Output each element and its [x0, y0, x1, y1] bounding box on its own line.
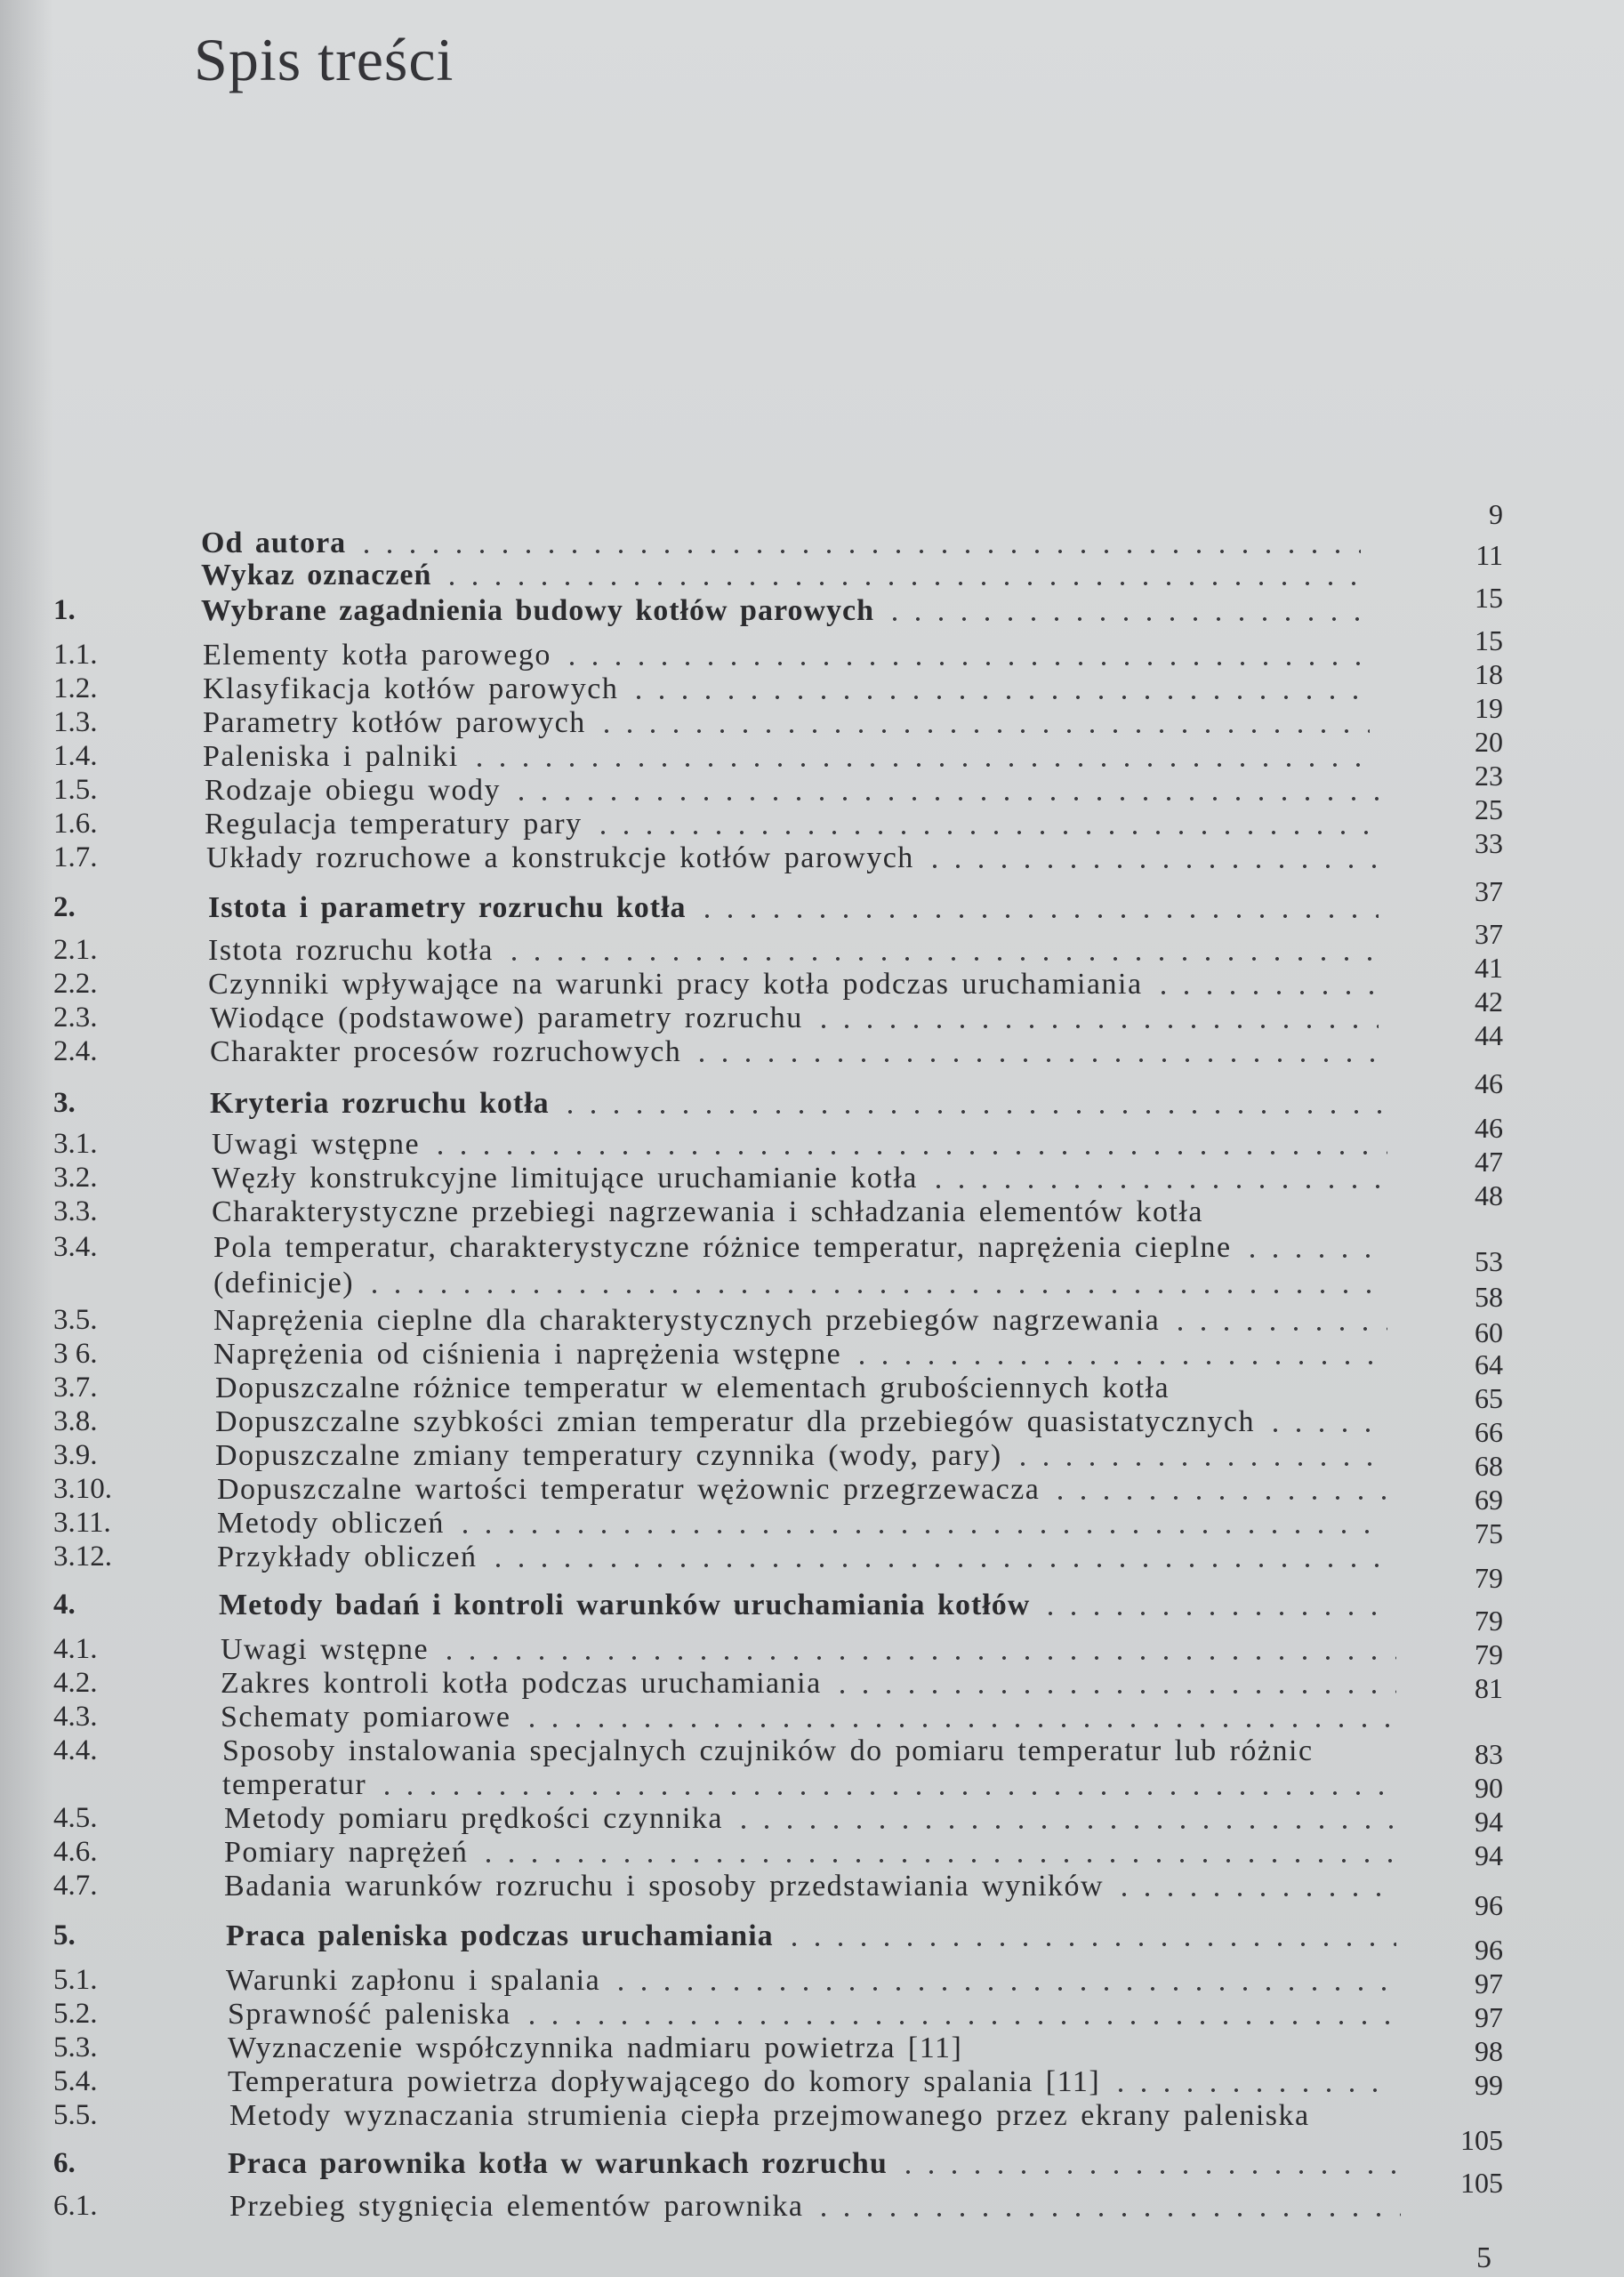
toc-page-number: 48 [1475, 1179, 1503, 1211]
toc-entry-title: Uwagi wstępne [221, 1633, 430, 1666]
toc-page-number: 96 [1475, 1934, 1503, 1966]
toc-entry-title: Sposoby instalowania specjalnych czujników do pomiaru temperatur lub różnic [222, 1734, 1314, 1767]
toc-entry-number: 4.6. [53, 1836, 98, 1868]
toc-entry-title: Dopuszczalne wartości temperatur wężownic przegrzewacza [217, 1473, 1041, 1506]
toc-entry-number: 5.2. [53, 1998, 98, 2030]
toc-page-number: 18 [1475, 658, 1503, 690]
toc-entry-title: Metody badań i kontroli warunków uruchamiania kotłów [219, 1589, 1031, 1621]
toc-entry-number: 1.2. [53, 672, 98, 704]
toc-entry-number: 5.5. [53, 2099, 98, 2131]
toc-entry-title: temperatur [222, 1768, 367, 1801]
toc-page-number: 83 [1475, 1738, 1503, 1770]
toc-entry-title: Sprawność paleniska [228, 1998, 511, 2031]
toc-page-number: 66 [1475, 1416, 1503, 1448]
toc-entry-number: 5.1. [53, 1964, 98, 1996]
toc-entry-number: 3.12. [53, 1541, 112, 1573]
toc-page-number: 37 [1475, 875, 1503, 907]
toc-page-number: 58 [1475, 1281, 1503, 1313]
toc-page-number: 79 [1475, 1638, 1503, 1670]
toc-page-number: 9 [1489, 498, 1503, 530]
toc-entry-title: Naprężenia od ciśnienia i naprężenia wstępne [213, 1338, 842, 1371]
toc-entry-title: Klasyfikacja kotłów parowych [203, 672, 619, 705]
toc-page-number: 65 [1475, 1382, 1503, 1414]
toc-page-number: 46 [1475, 1067, 1503, 1099]
toc-entry-number: 3.2. [53, 1162, 98, 1194]
toc-entry-title: Wybrane zagadnienia budowy kotłów parowych [201, 594, 874, 627]
toc-entry-title: Pomiary naprężeń [224, 1836, 469, 1869]
toc-entry-number: 4. [53, 1589, 76, 1621]
toc-page-number: 81 [1475, 1672, 1503, 1704]
page-title: Spis treści [194, 26, 454, 93]
toc-entry-title: Pola temperatur, charakterystyczne różnice temperatur, naprężenia cieplne [213, 1231, 1232, 1264]
toc-page-number: 75 [1475, 1517, 1503, 1549]
toc-page-number: 15 [1475, 624, 1503, 656]
toc-page-number: 90 [1475, 1772, 1503, 1804]
toc-page-number: 11 [1475, 539, 1503, 571]
toc-entry-title: Wykaz oznaczeń [201, 559, 432, 591]
toc-entry-title: Wiodące (podstawowe) parametry rozruchu [210, 1002, 803, 1034]
toc-entry-number: 1.4. [53, 740, 98, 772]
toc-entry-number: 5.3. [53, 2032, 98, 2064]
toc-entry-title: Dopuszczalne zmiany temperatury czynnika (wody, pary) [215, 1439, 1002, 1472]
toc-entry-title: Metody wyznaczania strumienia ciepła przejmowanego przez ekrany paleniska [229, 2099, 1310, 2132]
toc-entry-title: Charakter procesów rozruchowych [210, 1035, 682, 1068]
toc-entry-number: 4.4. [53, 1734, 98, 1766]
footer-page-number: 5 [1476, 2241, 1491, 2274]
toc-page-number: 98 [1475, 2035, 1503, 2067]
toc-entry-title: Charakterystyczne przebiegi nagrzewania i schładzania elementów kotła [212, 1195, 1203, 1228]
toc-entry-title: Zakres kontroli kotła podczas uruchamiania [221, 1667, 822, 1700]
toc-entry-title: Przykłady obliczeń [217, 1541, 478, 1573]
toc-page-number: 15 [1475, 582, 1503, 614]
toc-entry-number: 3. [53, 1087, 76, 1119]
toc-entry-number: 3.11. [53, 1507, 111, 1539]
toc-entry-title: Elementy kotła parowego [203, 639, 551, 672]
toc-entry-title: (definicje) [213, 1267, 355, 1299]
toc-entry-title: Metody obliczeń [217, 1507, 445, 1540]
toc-entry-number: 3.7. [53, 1372, 98, 1404]
toc-page-number: 42 [1475, 986, 1503, 1018]
toc-page-number: 96 [1475, 1889, 1503, 1921]
toc-entry-number: 2.3. [53, 1002, 98, 1034]
toc-page-number: 53 [1475, 1245, 1503, 1277]
toc-entry-title: Istota i parametry rozruchu kotła [208, 891, 687, 924]
toc-page-number: 25 [1475, 793, 1503, 825]
toc-entry-number: 3 6. [53, 1338, 98, 1370]
toc-entry-title: Naprężenia cieplne dla charakterystycznych przebiegów nagrzewania [213, 1304, 1161, 1337]
toc-entry-title: Węzły konstrukcyjne limitujące uruchamianie kotła [212, 1162, 918, 1195]
toc-entry-title: Metody pomiaru prędkości czynnika [224, 1802, 723, 1835]
toc-page-number: 79 [1475, 1562, 1503, 1594]
toc-entry-title: Regulacja temperatury pary [205, 808, 583, 841]
toc-entry-number: 6.1. [53, 2190, 98, 2222]
toc-page-number: 97 [1475, 1967, 1503, 1999]
toc-page-number: 97 [1475, 2001, 1503, 2033]
toc-entry-title: Układy rozruchowe a konstrukcje kotłów parowych [206, 841, 914, 874]
toc-entry-title: Dopuszczalne szybkości zmian temperatur dla przebiegów quasistatycznych [215, 1405, 1255, 1438]
toc-entry-number: 4.7. [53, 1870, 98, 1902]
toc-entry-title: Badania warunków rozruchu i sposoby przedstawiania wyników [224, 1870, 1105, 1903]
toc-entry-number: 3.1. [53, 1128, 98, 1160]
toc-page-number: 94 [1475, 1806, 1503, 1838]
toc-entry-number: 4.5. [53, 1802, 98, 1834]
toc-page-number: 41 [1475, 952, 1503, 984]
toc-page-number: 94 [1475, 1839, 1503, 1871]
toc-entry-number: 1. [53, 594, 76, 626]
toc-page-number: 19 [1475, 692, 1503, 724]
toc-page-number: 99 [1475, 2069, 1503, 2101]
toc-entry-number: 2.1. [53, 934, 98, 966]
toc-entry-number: 6. [53, 2147, 76, 2179]
toc-entry-number: 1.7. [53, 841, 98, 873]
toc-page-number: 37 [1475, 918, 1503, 950]
toc-page-number: 33 [1475, 827, 1503, 859]
toc-entry-number: 2. [53, 891, 76, 923]
toc-page-number: 60 [1475, 1316, 1503, 1348]
toc-page-number: 20 [1475, 726, 1503, 758]
toc-entry-number: 5.4. [53, 2065, 98, 2097]
toc-entry-number: 4.3. [53, 1701, 98, 1733]
toc-entry-number: 1.1. [53, 639, 98, 671]
toc-page-number: 47 [1475, 1146, 1503, 1178]
toc-entry-title: Temperatura powietrza dopływającego do komory spalania [11] [228, 2065, 1101, 2098]
toc-page-number: 46 [1475, 1112, 1503, 1144]
toc-entry-number: 1.3. [53, 706, 98, 738]
toc-entry-number: 1.5. [53, 774, 98, 806]
toc-page-number: 69 [1475, 1484, 1503, 1516]
toc-entry-number: 2.2. [53, 968, 98, 1000]
toc-page-number: 105 [1460, 2124, 1503, 2156]
toc-entry-title: Praca parownika kotła w warunkach rozruchu [228, 2147, 888, 2180]
toc-page-number: 68 [1475, 1450, 1503, 1482]
toc-entry-title: Uwagi wstępne [212, 1128, 421, 1161]
toc-entry-title: Praca paleniska podczas uruchamiania [226, 1919, 774, 1952]
toc-entry-title: Dopuszczalne różnice temperatur w elementach grubościennych kotła [215, 1372, 1170, 1404]
toc-entry-title: Paleniska i palniki [203, 740, 459, 773]
toc-entry-number: 2.4. [53, 1035, 98, 1067]
toc-entry-number: 3.9. [53, 1439, 98, 1471]
toc-entry-title: Przebieg stygnięcia elementów parownika [229, 2190, 804, 2223]
toc-entry-title: Istota rozruchu kotła [208, 934, 494, 967]
toc-entry-number: 4.2. [53, 1667, 98, 1699]
toc-entry-title: Schematy pomiarowe [221, 1701, 511, 1734]
toc-page-number: 23 [1475, 760, 1503, 792]
toc-entry-title: Warunki zapłonu i spalania [226, 1964, 601, 1997]
toc-entry-number: 3.10. [53, 1473, 112, 1505]
toc-page-number: 79 [1475, 1605, 1503, 1637]
toc-page-number: 44 [1475, 1019, 1503, 1051]
toc-entry-title: Czynniki wpływające na warunki pracy kotła podczas uruchamiania [208, 968, 1143, 1001]
toc-page-number: 64 [1475, 1348, 1503, 1380]
toc-entry-title: Od autora [201, 527, 347, 559]
toc-entry-title: Rodzaje obiegu wody [205, 774, 501, 807]
toc-entry-number: 3.3. [53, 1195, 98, 1227]
toc-entry-title: Wyznaczenie współczynnika nadmiaru powietrza [11] [228, 2032, 963, 2064]
toc-entry-number: 3.8. [53, 1405, 98, 1437]
toc-entry-title: Kryteria rozruchu kotła [210, 1087, 550, 1120]
toc-entry-number: 1.6. [53, 808, 98, 840]
toc-entry-title: Parametry kotłów parowych [203, 706, 586, 739]
toc-entry-number: 3.5. [53, 1304, 98, 1336]
toc-entry-number: 4.1. [53, 1633, 98, 1665]
toc-entry-number: 3.4. [53, 1231, 98, 1263]
toc-page-number: 105 [1460, 2167, 1503, 2199]
toc-entry-number: 5. [53, 1919, 76, 1951]
